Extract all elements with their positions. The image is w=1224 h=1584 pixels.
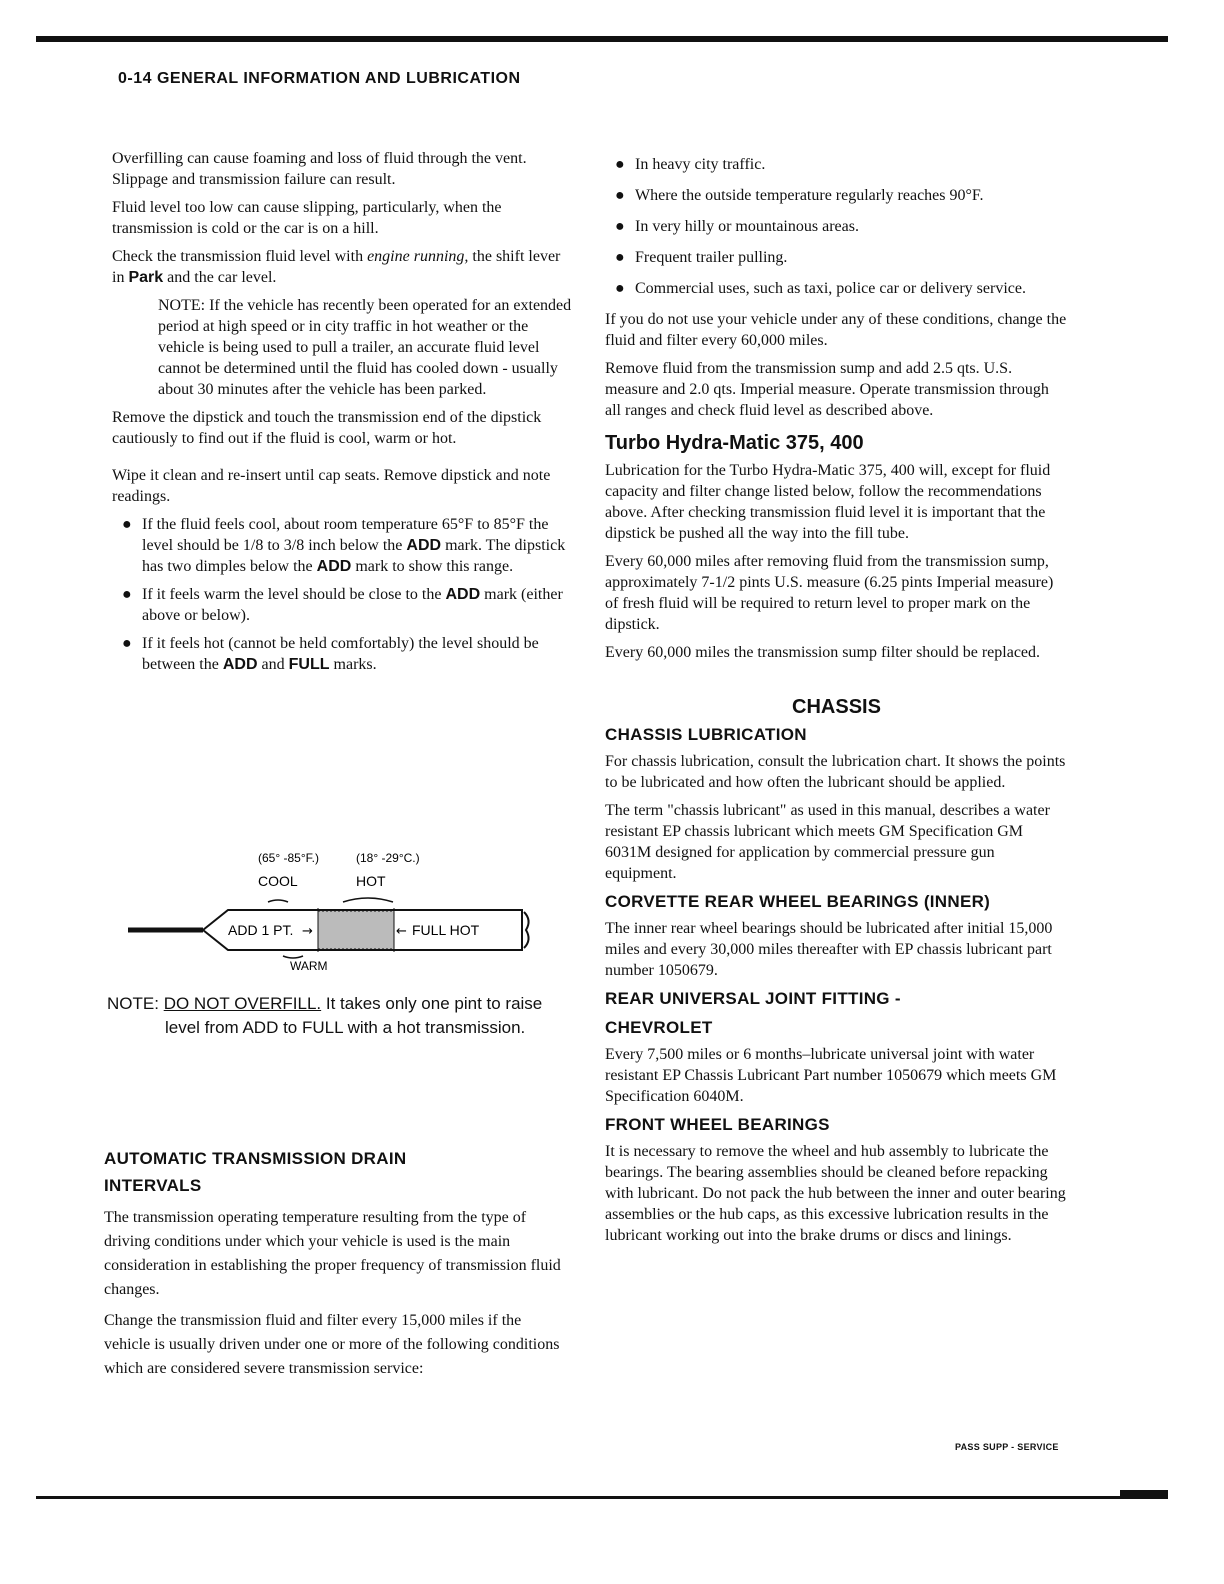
paragraph: Fluid level too low can cause slipping, particularly, when the transmission is cold or the car is on a hill.: [112, 199, 502, 237]
arrow-right-icon: →: [302, 924, 313, 939]
footer-code: PASS SUPP - SERVICE: [955, 1442, 1059, 1452]
text-run: the shift lever in: [112, 248, 561, 286]
text-run: mark (either above or below).: [142, 586, 563, 624]
text-run: marks.: [329, 656, 377, 673]
severe-conditions-list: [605, 154, 1068, 299]
bullet-icon: ●: [615, 280, 625, 297]
arrow-left-icon: ←: [396, 924, 407, 939]
temp-f-label: (65° -85°F.): [258, 851, 319, 865]
bullet-icon: ●: [615, 249, 625, 266]
bullet-icon: ●: [122, 586, 132, 603]
text-run: mark to show this range.: [351, 558, 514, 575]
top-rule: [36, 36, 1168, 42]
paragraph: Every 60,000 miles the transmission sump filter should be replaced.: [605, 644, 1041, 661]
cool-mark: [268, 900, 288, 902]
text-run: Commercial uses, such as taxi, police car or delivery service.: [635, 280, 1026, 297]
note-paragraph: NOTE: If the vehicle has recently been operated for an extended period at high speed or in city traffic in hot weather or the vehicle is being used to pull a trailer, an accurate fluid level cannot be determined until the fluid has cooled down - usually about 30 minutes after the vehicle has been parked.: [158, 297, 572, 398]
turbo-heading: Turbo Hydra-Matic 375, 400: [605, 432, 864, 454]
list-item: [605, 216, 1068, 237]
text-run: In heavy city traffic.: [635, 156, 766, 173]
bullet-icon: ●: [122, 516, 132, 533]
bold-term: ADD: [222, 656, 258, 673]
note-line: [107, 992, 577, 1016]
list-item: [112, 514, 576, 577]
section-heading: CHEVROLET: [605, 1018, 713, 1037]
fluid-range-hatch: [318, 911, 394, 949]
text-run: Check the transmission fluid level with: [112, 248, 368, 265]
list-item: [605, 185, 1068, 206]
text-run: It takes only one pint to raise: [321, 994, 543, 1013]
paragraph: The term "chassis lubricant" as used in this manual, describes a water resistant EP chassis lubricant which meets GM Specification GM 6031M designed for application by commercial pressure gun equipment.: [605, 802, 1050, 882]
list-item: [605, 278, 1068, 299]
temp-c-label: (18° -29°C.): [356, 851, 420, 865]
bottom-rule-end: [1120, 1490, 1168, 1498]
paragraph: Remove the dipstick and touch the transmission end of the dipstick cautiously to find out if the fluid is cool, warm or hot.: [112, 409, 542, 447]
add-label: ADD 1 PT.: [228, 922, 294, 938]
paragraph: Change the transmission fluid and filter every 15,000 miles if the vehicle is usually driven under one or more of the following conditions which are considered severe transmission service:: [104, 1312, 560, 1377]
bold-term: ADD: [406, 537, 442, 554]
full-hot-label: FULL HOT: [412, 922, 480, 938]
bottom-rule: [36, 1496, 1168, 1499]
text-run: Where the outside temperature regularly reaches 90°F.: [635, 187, 984, 204]
section-heading: REAR UNIVERSAL JOINT FITTING -: [605, 989, 901, 1008]
left-column-upper: [112, 148, 576, 683]
paragraph: Wipe it clean and re-insert until cap seats. Remove dipstick and note readings.: [112, 467, 551, 505]
paragraph: Overfilling can cause foaming and loss of fluid through the vent. Slippage and transmission failure can result.: [112, 150, 527, 188]
list-item: [112, 633, 576, 675]
warm-mark: [283, 956, 303, 958]
dipstick-diagram: [118, 850, 578, 970]
bold-term: ADD: [445, 586, 481, 603]
hot-mark: [343, 898, 393, 902]
text-run: If it feels warm the level should be close to the: [142, 586, 446, 603]
paragraph: Remove fluid from the transmission sump and add 2.5 qts. U.S. measure and 2.0 qts. Imperial measure. Operate transmission through all ranges and check fluid level as described above.: [605, 360, 1049, 419]
page-header: 0-14 GENERAL INFORMATION AND LUBRICATION: [118, 70, 521, 87]
text-run: If it feels hot (cannot be held comfortably) the level should be between the: [142, 635, 539, 673]
bold-term: Park: [128, 269, 164, 286]
warm-label: WARM: [290, 959, 328, 970]
bullet-icon: ●: [615, 156, 625, 173]
cool-label: COOL: [258, 873, 298, 889]
list-item: [605, 154, 1068, 175]
paragraph: For chassis lubrication, consult the lubrication chart. It shows the points to be lubricated and how often the lubricant should be applied.: [605, 753, 1066, 791]
text-run: In very hilly or mountainous areas.: [635, 218, 859, 235]
dipstick-end: [524, 912, 529, 948]
overfill-note: [107, 992, 577, 1040]
section-heading: AUTOMATIC TRANSMISSION DRAIN: [104, 1149, 407, 1168]
underlined-warning: DO NOT OVERFILL.: [163, 994, 322, 1013]
text-run: If the fluid feels cool, about room temperature 65°F to 85°F the level should be 1/8 to 3/8 inch below the: [142, 516, 549, 554]
note-line: level from ADD to FULL with a hot transmission.: [165, 1018, 526, 1037]
text-run: Frequent trailer pulling.: [635, 249, 788, 266]
section-heading: INTERVALS: [104, 1176, 202, 1195]
bold-term: ADD: [316, 558, 352, 575]
text-run: mark. The dipstick has two dimples below the: [142, 537, 566, 575]
note-label: NOTE:: [107, 994, 159, 1013]
paragraph: The inner rear wheel bearings should be lubricated after initial 15,000 miles and every 30,000 miles thereafter with EP chassis lubricant part number 1050679.: [605, 920, 1053, 979]
paragraph: Lubrication for the Turbo Hydra-Matic 375, 400 will, except for fluid capacity and filter change listed below, follow the recommendations above. After checking transmission fluid level it is important that the dipstick be pushed all the way into the fill tube.: [605, 462, 1051, 542]
list-item: [112, 584, 576, 626]
chassis-heading: CHASSIS: [792, 696, 881, 718]
list-item: [605, 247, 1068, 268]
bullet-icon: ●: [122, 635, 132, 652]
bold-term: FULL: [288, 656, 330, 673]
section-heading: CHASSIS LUBRICATION: [605, 725, 807, 744]
text-run: and: [257, 656, 289, 673]
bullet-icon: ●: [615, 187, 625, 204]
right-column: [605, 148, 1068, 1253]
paragraph: If you do not use your vehicle under any of these conditions, change the fluid and filter every 60,000 miles.: [605, 311, 1067, 349]
dipstick-readings-list: [112, 514, 576, 675]
emphasis: engine running,: [367, 248, 469, 265]
bullet-icon: ●: [615, 218, 625, 235]
paragraph: The transmission operating temperature resulting from the type of driving conditions under which your vehicle is used is the main consideration in establishing the proper frequency of transmission fluid changes.: [104, 1209, 561, 1298]
paragraph: It is necessary to remove the wheel and hub assembly to lubricate the bearings. The bearing assemblies should be cleaned before repacking with lubricant. Do not pack the hub between the inner and outer bearing assemblies or the hub caps, as this excessive lubrication results in the lubricant working out into the brake drums or discs and linings.: [605, 1143, 1066, 1244]
paragraph: [112, 246, 576, 288]
left-column-lower: [104, 1144, 564, 1388]
paragraph: Every 7,500 miles or 6 months–lubricate universal joint with water resistant EP Chassis Lubricant Part number 1050679 which meets GM Specification 6040M.: [605, 1046, 1057, 1105]
hot-label: HOT: [356, 873, 386, 889]
section-heading: CORVETTE REAR WHEEL BEARINGS (INNER): [605, 892, 991, 911]
paragraph: Every 60,000 miles after removing fluid from the transmission sump, approximately 7-1/2 pints U.S. measure (6.25 pints Imperial measure) of fresh fluid will be required to return level to proper mark on the dipstick.: [605, 553, 1054, 633]
text-run: and the car level.: [163, 269, 277, 286]
section-heading: FRONT WHEEL BEARINGS: [605, 1115, 830, 1134]
